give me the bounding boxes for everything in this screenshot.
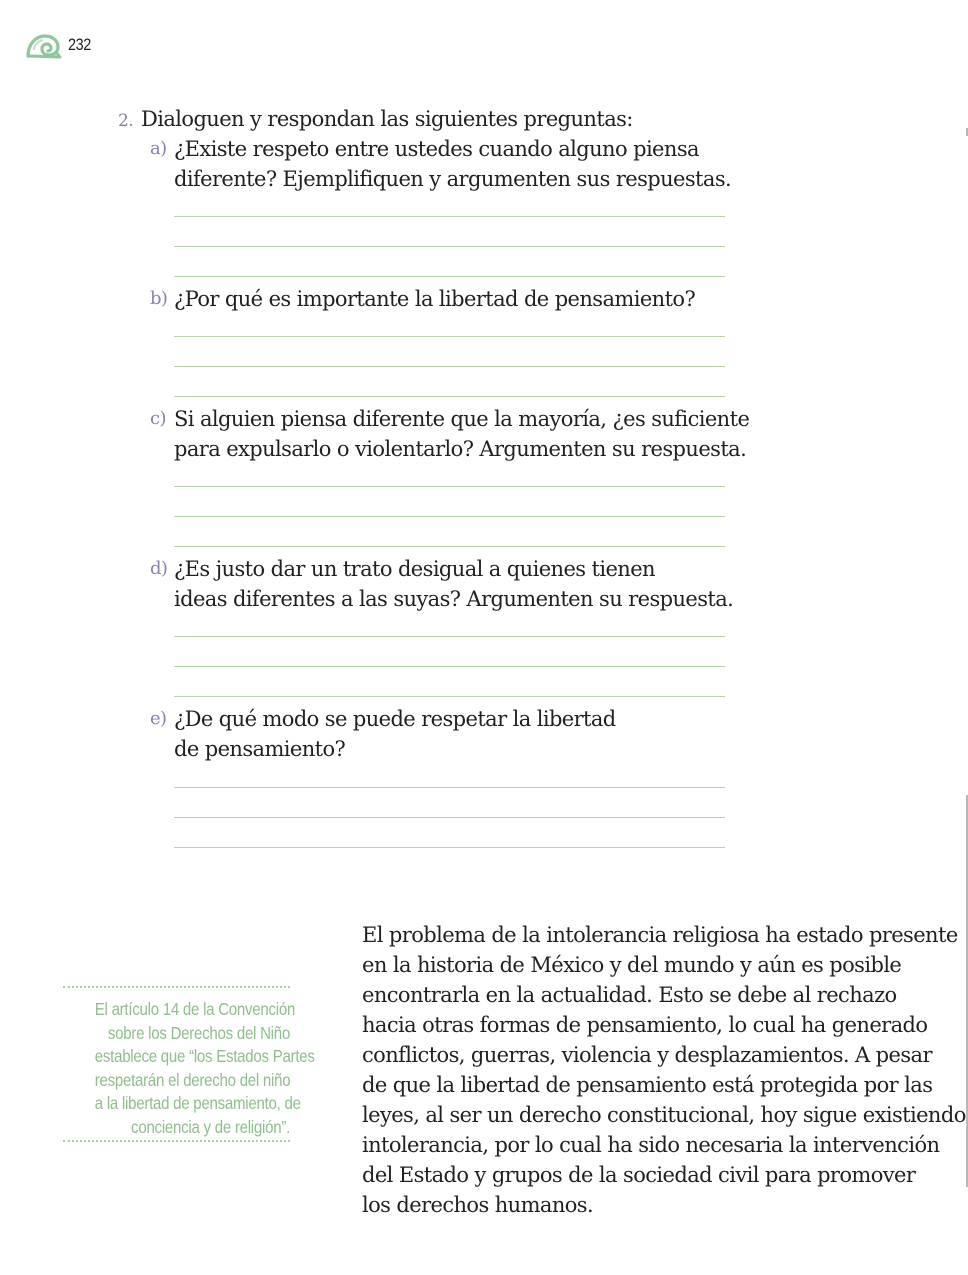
body-line: del Estado y grupos de la sociedad civil para promover — [362, 1163, 916, 1187]
answer-line[interactable] — [174, 546, 725, 547]
question-letter: a) — [150, 138, 167, 159]
answer-line[interactable] — [174, 396, 725, 397]
answer-line[interactable] — [174, 516, 725, 517]
question-text: ¿De qué modo se puede respetar la libertad — [174, 707, 616, 731]
question-text: ¿Por qué es importante la libertad de pensamiento? — [174, 287, 696, 311]
answer-line[interactable] — [174, 817, 725, 818]
body-line: hacia otras formas de pensamiento, lo cual ha generado — [362, 1013, 928, 1037]
body-line: encontrarla en la actualidad. Esto se debe al rechazo — [362, 983, 897, 1007]
body-line: El problema de la intolerancia religiosa ha estado presente — [362, 923, 958, 947]
question-text: ¿Es justo dar un trato desigual a quienes tienen — [174, 557, 655, 581]
answer-line[interactable] — [174, 847, 725, 848]
sidebar-line: establece que “los Estados Partes — [94, 1046, 315, 1066]
body-line: conflictos, guerras, violencia y desplazamientos. A pesar — [362, 1043, 932, 1067]
activity-instruction: Dialoguen y respondan las siguientes preguntas: — [141, 107, 633, 131]
answer-line[interactable] — [174, 636, 725, 637]
answer-line[interactable] — [174, 696, 725, 697]
answer-line[interactable] — [174, 336, 725, 337]
activity-heading — [118, 104, 738, 136]
question-text: ¿Existe respeto entre ustedes cuando alguno piensa — [174, 137, 699, 161]
sidebar-line: a la libertad de pensamiento, de — [94, 1093, 301, 1113]
body-line: los derechos humanos. — [362, 1193, 594, 1217]
sidebar-note — [63, 986, 315, 1142]
sidebar-line: El artículo 14 de la Convención — [94, 999, 296, 1019]
answer-line[interactable] — [174, 486, 725, 487]
question-letter: c) — [150, 408, 166, 429]
activity-number: 2. — [118, 111, 134, 131]
answer-line[interactable] — [174, 246, 725, 247]
answer-line[interactable] — [174, 366, 725, 367]
body-paragraph — [362, 920, 966, 1220]
body-line: intolerancia, por lo cual ha sido necesaria la intervención — [362, 1133, 940, 1157]
question-text: Si alguien piensa diferente que la mayoría, ¿es suficiente — [174, 407, 750, 431]
snail-shell-icon — [26, 30, 62, 60]
body-line: leyes, al ser un derecho constitucional, hoy sigue existiendo — [362, 1103, 966, 1127]
question-a — [150, 134, 750, 194]
sidebar-text — [63, 998, 315, 1139]
body-line: en la historia de México y del mundo y aún es posible — [362, 953, 902, 977]
question-c — [150, 404, 750, 464]
answer-line[interactable] — [174, 276, 725, 277]
answer-line[interactable] — [174, 216, 725, 217]
body-line: de que la libertad de pensamiento está protegida por las — [362, 1073, 933, 1097]
question-letter: d) — [150, 558, 168, 579]
sidebar-line: conciencia y de religión”. — [131, 1116, 290, 1137]
question-text: diferente? Ejemplifiquen y argumenten sus respuestas. — [174, 167, 732, 191]
question-d — [150, 554, 750, 614]
page-number: 232 — [68, 35, 91, 54]
activity-section — [118, 104, 738, 136]
sidebar-line: respetarán el derecho del niño — [94, 1069, 291, 1090]
question-text: ideas diferentes a las suyas? Argumenten su respuesta. — [174, 587, 734, 611]
question-text: para expulsarlo o violentarlo? Argumenten su respuesta. — [174, 437, 747, 461]
question-b — [150, 284, 750, 314]
sidebar-line: sobre los Derechos del Niño — [107, 1022, 291, 1043]
question-letter: b) — [150, 288, 168, 309]
question-text: de pensamiento? — [174, 737, 346, 761]
question-letter: e) — [150, 708, 167, 729]
question-e — [150, 704, 750, 764]
page-header — [26, 30, 95, 60]
answer-line[interactable] — [174, 666, 725, 667]
answer-line[interactable] — [174, 787, 725, 788]
